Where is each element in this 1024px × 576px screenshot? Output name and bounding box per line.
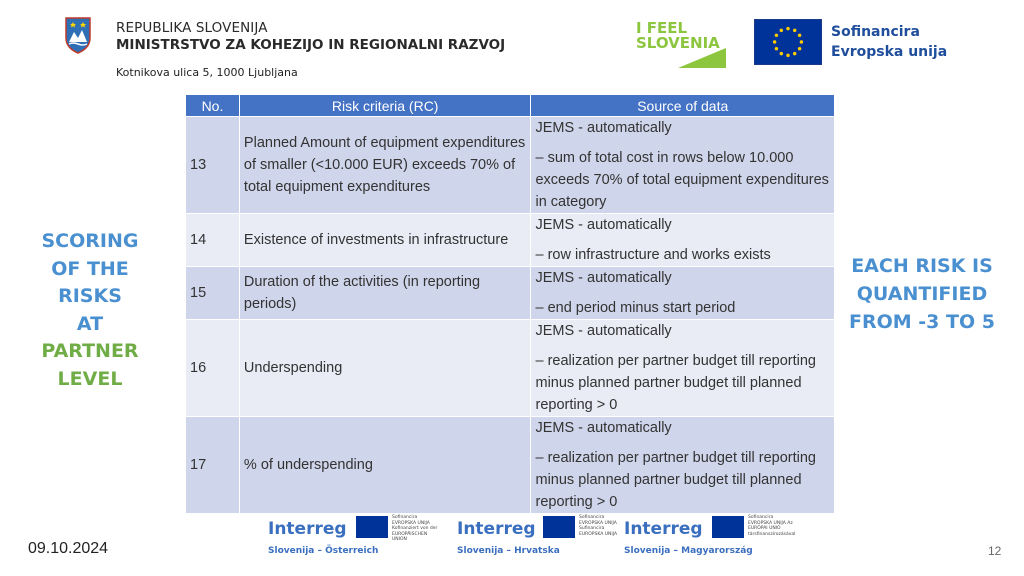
- cell-criteria: Underspending: [239, 320, 531, 417]
- cell-source: [531, 417, 835, 514]
- quantified-line: QUANTIFIED: [856, 283, 988, 305]
- eu-star-icon: [775, 34, 778, 37]
- eu-line-1: Sofinancira: [831, 24, 920, 40]
- eu-flag-icon: [754, 19, 822, 65]
- quantified-line: FROM -3 TO 5: [849, 311, 995, 333]
- eu-cofinancing-label: [831, 22, 947, 62]
- interreg-word: Interreg: [457, 519, 536, 539]
- cell-no: 16: [186, 320, 240, 417]
- eu-star-icon: [780, 29, 783, 32]
- header-criteria: Risk criteria (RC): [239, 95, 531, 117]
- address: Kotnikova ulica 5, 1000 Ljubljana: [116, 66, 298, 79]
- header-source: Source of data: [531, 95, 835, 117]
- org-line-1: REPUBLIKA SLOVENIJA: [116, 20, 268, 36]
- cell-no: 17: [186, 417, 240, 514]
- eu-star-icon: [798, 47, 801, 50]
- eu-line-2: Evropska unija: [831, 44, 948, 60]
- cell-no: 13: [186, 117, 240, 214]
- slovenia-coat-of-arms-icon: [64, 16, 92, 54]
- eu-star-icon: [786, 54, 789, 57]
- programme-name: Slovenija – Österreich: [268, 546, 379, 556]
- eu-star-icon: [798, 34, 801, 37]
- source-detail: – sum of total cost in rows below 10.000 exceeds 70% of total equipment expenditures in category: [535, 150, 829, 210]
- interreg-logo-at: [268, 513, 448, 563]
- cell-criteria: Planned Amount of equipment expenditures of smaller (<10.000 EUR) exceeds 70% of total equipment expenditures: [239, 117, 531, 214]
- eu-star-icon: [780, 52, 783, 55]
- org-line-2: MINISTRSTVO ZA KOHEZIJO IN REGIONALNI RAZVOJ: [116, 37, 506, 53]
- table-row: [186, 320, 835, 417]
- page-number: 12: [988, 544, 1002, 558]
- source-detail: – end period minus start period: [535, 300, 736, 316]
- ifeel-line-1: I FEEL: [636, 19, 688, 37]
- risk-criteria-table: [185, 94, 835, 514]
- cell-source: [531, 214, 835, 267]
- cofinancing-note: Sofinancira EVROPSKA UNIJA Sufinancira EUROPSKA UNIJA: [579, 515, 618, 537]
- cofinancing-note: Sofinancira EVROPSKA UNIJA Kofinanziert von der EUROPÄISCHEN UNION: [392, 515, 438, 542]
- cofinancing-note: Sofinancira EVROPSKA UNIJA Az EURÓPAI UNIÓ társfinanszírozásával: [748, 515, 796, 537]
- date: 09.10.2024: [28, 540, 109, 557]
- cell-criteria: Duration of the activities (in reporting periods): [239, 267, 531, 320]
- ifeel-triangle-icon: [678, 48, 726, 68]
- table-row: [186, 214, 835, 267]
- interreg-logo-hr: [457, 513, 627, 563]
- scoring-line: AT: [76, 312, 104, 335]
- programme-name: Slovenija – Magyarország: [624, 546, 753, 556]
- cell-criteria: Existence of investments in infrastructure: [239, 214, 531, 267]
- eu-flag-small-icon: [712, 516, 744, 538]
- source-top: JEMS - automatically: [535, 270, 672, 286]
- scoring-line-green: PARTNER: [41, 340, 139, 363]
- scoring-label: [30, 228, 150, 394]
- table-header-row: [186, 95, 835, 117]
- interreg-logo-hu: [624, 513, 804, 563]
- source-detail: – realization per partner budget till reporting minus planned partner budget till planned reporting > 0: [535, 450, 816, 510]
- cell-no: 14: [186, 214, 240, 267]
- scoring-line: OF THE: [51, 257, 129, 280]
- table-row: [186, 117, 835, 214]
- source-top: JEMS - automatically: [535, 217, 672, 233]
- ministry-name: [116, 20, 505, 54]
- scoring-line: SCORING: [41, 230, 139, 252]
- source-top: JEMS - automatically: [535, 420, 672, 436]
- header-no: No.: [186, 95, 240, 117]
- eu-star-icon: [793, 29, 796, 32]
- interreg-word: Interreg: [624, 519, 703, 539]
- eu-star-icon: [800, 40, 803, 43]
- quantified-label: [842, 252, 1002, 336]
- interreg-word: Interreg: [268, 519, 347, 539]
- table-row: [186, 267, 835, 320]
- cell-source: [531, 267, 835, 320]
- cell-source: [531, 117, 835, 214]
- programme-name: Slovenija – Hrvatska: [457, 546, 560, 556]
- table-row: [186, 417, 835, 514]
- eu-star-icon: [775, 47, 778, 50]
- cell-source: [531, 320, 835, 417]
- i-feel-slovenia-logo: [634, 18, 730, 68]
- scoring-line: RISKS: [58, 285, 122, 308]
- source-detail: – realization per partner budget till reporting minus planned partner budget till planned reporting > 0: [535, 353, 816, 413]
- source-detail: – row infrastructure and works exists: [535, 247, 771, 263]
- eu-star-icon: [773, 40, 776, 43]
- eu-flag-small-icon: [543, 516, 575, 538]
- scoring-line-green: LEVEL: [57, 367, 123, 390]
- cell-criteria: % of underspending: [239, 417, 531, 514]
- source-top: JEMS - automatically: [535, 120, 672, 136]
- eu-star-icon: [793, 52, 796, 55]
- eu-flag-small-icon: [356, 516, 388, 538]
- source-top: JEMS - automatically: [535, 323, 672, 339]
- eu-star-icon: [786, 27, 789, 30]
- ifeel-line-2: SLOVENIA: [636, 34, 720, 52]
- quantified-line: EACH RISK IS: [851, 255, 993, 277]
- cell-no: 15: [186, 267, 240, 320]
